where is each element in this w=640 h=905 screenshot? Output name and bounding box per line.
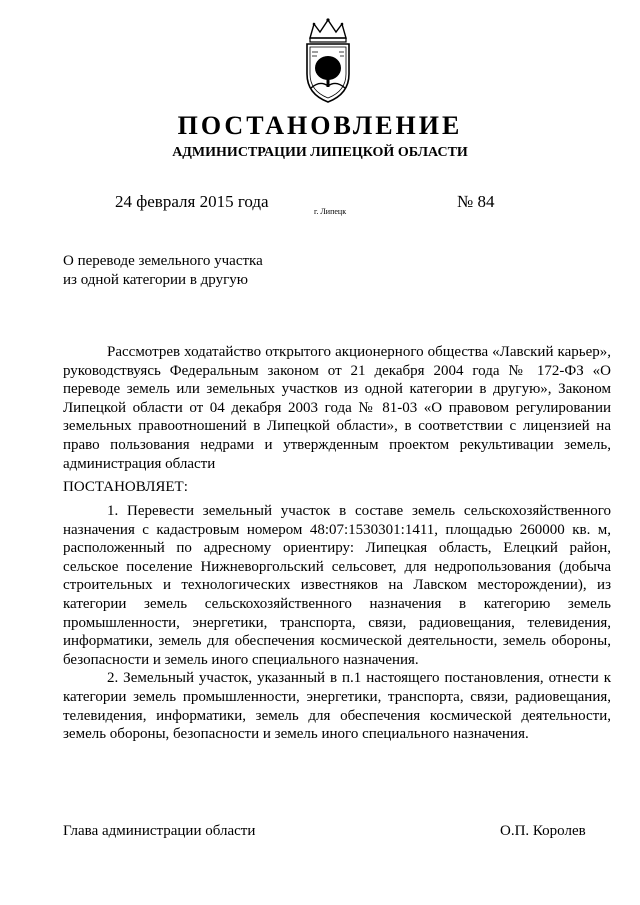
subject-line-2: из одной категории в другую [63,272,248,288]
decree-item-2: 2. Земельный участок, указанный в п.1 настоящего постановления, отнести к категории земель промышленности, энергетики, транспорта, связи, радиовещания, телевидения, информатики, земель для обеспечения космической деятельности, земель обороны, безопасности и земель иного специального назначения. [63,670,611,743]
decree-word: ПОСТАНОВЛЯЕТ: [63,479,188,495]
document-city: г. Липецк [314,207,347,216]
coat-of-arms-icon [296,16,360,106]
issuer-name: АДМИНИСТРАЦИИ ЛИПЕЦКОЙ ОБЛАСТИ [172,145,468,160]
decree-item-1: 1. Перевести земельный участок в составе земель сельскохозяйственного назначения с кадастровым номером 48:07:1530301:1411, площадью 260000 кв. м, расположенный по адресному ориентиру: Липецкая область, Елецкий район, сельское поселение Нижневоргольский сельсовет, для недропользования (добыча строительных и технологических известняков на Лавском месторождении), из категории земель сельскохозяйственного назначения в категорию земель промышленности, энергетики, транспорта, связи, радиовещания, телевидения, информатики, земель для обеспечения космической деятельности, земель обороны, безопасности и земель иного специального назначения. [63,503,611,668]
document-number: № 84 [457,192,495,211]
document-date: 24 февраля 2015 года [115,192,269,211]
preamble-paragraph: Рассмотрев ходатайство открытого акционерного общества «Лавский карьер», руководствуясь Федеральным законом от 21 декабря 2004 года № 172-ФЗ «О переводе земель или земельных участков из одной категории в другую», Законом Липецкой области от 04 декабря 2003 года № 81-03 «О правовом регулировании земельных правоотношений в Липецкой области», в соответствии с лицензией на право пользования недрами и утвержденным проектом рекультивации земель, администрация области [63,344,611,472]
signatory-position: Глава администрации области [63,823,256,839]
decree-items [63,502,611,744]
document-subject [63,252,323,290]
subject-line-1: О переводе земельного участка [63,253,263,269]
document-title: ПОСТАНОВЛЕНИЕ [177,111,463,140]
signatory-name: О.П. Королев [500,823,586,839]
preamble-block [63,343,611,473]
